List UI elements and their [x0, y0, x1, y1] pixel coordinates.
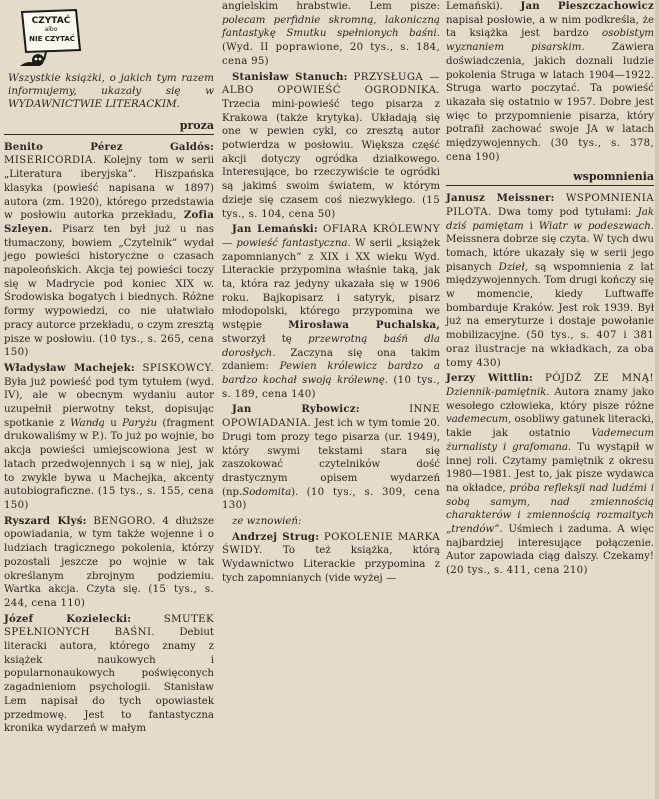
entry-lemanski: Jan Lemański: OFIARA KRÓLEWNY — powieść fantastyczna. W serii „książek zapomnianych” z XIX i XX wieku Wyd. Literackie przypomina właśnie taką, jak ta, która raz jedyny ukazała się w 1906 roku. Bajkopisarz i satyryk, pisarz młodopolski, którego przypomina we wstępie Mirosława Puchalska, stworzył tę przewrotną baśń dla dorosłych. Zaczyna się ona takim zdaniem: Pewien królewicz bardzo a bardzo kochał swoją królewnę. (10 tys., s. 189, cena 140) — [222, 223, 441, 400]
entry-strug: Andrzej Strug: POKOLENIE MARKA ŚWIDY. To też książka, którą Wydawnictwo Literackie przypomina z tych zapomnianych (vide wyżej — — [222, 530, 440, 584]
column-3 — [446, 0, 654, 580]
section-heading-wspomnienia: wspomnienia — [446, 170, 654, 186]
subheading-renewals: ze wznowień: — [232, 516, 302, 528]
logo-line-1: CZYTAĆ — [31, 16, 71, 26]
entry-kozielecki: Józef Kozielecki: SMUTEK SPEŁNIONYCH BAŚNI. Debiut literacki autora, którego znamy z książek naukowych i popularnonaukowych poświęconych zagadnieniom psychologii. Stanisław Lem napisał do tych opowiastek przedmowę. Jest to fantastyczna kronika wydarzeń w małym — [4, 612, 214, 735]
intro-note: Wszystkie książki, o jakich tym razem informujemy, ukazały się w WYDAWNICTWIE LITERACKIM. — [8, 72, 214, 110]
logo-line-2: albo — [44, 26, 58, 33]
page-edge — [655, 0, 659, 799]
entry-stanuch: Stanisław Stanuch: PRZYSŁUGA — ALBO OPOWIEŚĆ OGRODNIKA. Trzecia mini-powieść tego pisarza z Krakowa (także krytyka). Układają się one w pewien cykl, co zresztą autor potwierdza w posłowiu. Większa część akcji dotyczy ogródka działkowego. Interesujące, bo rzeczywiście te ogródki są jakimś swoim światem, w którym dzieje się czasem coś niezwykłego. (15 tys., s. 104, cena 50) — [222, 70, 440, 220]
entry-meissner: Janusz Meissner: WSPOMNIENIA PILOTA. Dwa tomy pod tytułami: Jak dziś pamiętam i Wiatr w podeszwach. Meissnera dobrze się czyta. W tych dwu tomach, które ukazały się w serii jego pisanych Dzieł, są wspomnienia z lat międzywojennych. Tom drugi kończy się w momencie, kiedy Luftwaffe bombarduje Kraków. Jest rok 1939. Był już na emeryturze i dostaje powołanie mobilizacyjne. (50 tys., s. 407 i 381 oraz ilustracje na wkładkach, za oba tomy 430) — [446, 192, 654, 369]
section-heading-proza: proza — [4, 119, 214, 135]
czytac-albo-nie-czytac-logo — [16, 6, 86, 68]
logo-line-3: NIE CZYTAĆ — [29, 35, 75, 43]
column-2 — [222, 0, 440, 588]
column-1 — [4, 0, 214, 738]
entry-klys: Ryszard Klyś: BENGORO. 4 dłuższe opowiadania, w tym także wojenne i o ludziach tragicznego pokolenia, którzy pozostali jeszcze po wojnie w tak określanym zbrojnym podziemiu. Wartka akcja. Czyta się. (15 tys., s. 244, cena 110) — [4, 514, 214, 609]
entry-kozielecki-continued: angielskim hrabstwie. Lem pisze: polecam perfidnie skromną, lakoniczną fantastykę Smutku spełnionych baśni. (Wyd. II poprawione, 20 tys., s. 184, cena 95) — [222, 1, 440, 67]
entry-galdos: Benito Pérez Galdós: MISERICORDIA. Kolejny tom w serii „Literatura iberyjska”. Hiszpańska klasyka (powieść napisana w 1897) autora (zm. 1920), którego przedstawia w posłowiu autorka przekładu, Zofia Szleyen. Pisarz ten był już u nas tłumaczony, bowiem „Czytelnik” wydał jego powieści historyczne o czasach napoleońskich. Akcja tej powieści toczy się w Madrycie pod koniec XIX w. Środowiska bogatych i biednych. Różne formy wypowiedzi, co nie ułatwiało pracy autorce przekładu, o czym zresztą pisze w posłowiu. (10 tys., s. 265, cena 150) — [4, 140, 214, 359]
entry-wittlin: Jerzy Wittlin: PÓJDŹ ZE MNĄ! Dziennik-pamiętnik. Autora znamy jako wesołego człowieka, który pisze różne vademecum, osobliwy gatunek literacki, takie jak ostatnio Vademecum żurnalisty i grafomana. Tu wystąpił w innej roli. Czytamy pamiętnik z okresu 1980—1981. Jest to, jak pisze wydawca na okładce, próba refleksji nad ludźmi i sobą samym, nad zmiennością charakterów i zmiennością rozmaitych „trendów”. Uśmiech i zaduma. A więc najbardziej interesujące połączenie. Autor zapowiada ciąg dalszy. Czekamy! (20 tys., s. 411, cena 210) — [446, 372, 655, 577]
entry-machejek: Władysław Machejek: SPISKOWCY. Była już powieść pod tym tytułem (wyd. IV), ale w obecnym wydaniu autor uzupełnił pierwotny tekst, dopisując spotkanie z Wandą u Paryżu (fragment drukowaliśmy w P.). To już po wojnie, bo akcja powieści umiejscowiona jest w latach przedwojennych i są w niej, jak to zwykle bywa u Machejka, akcenty autobiograficzne. (15 tys., s. 155, cena 150) — [4, 361, 214, 511]
entry-strug-continued: Lemański). Jan Pieszczachowicz napisał posłowie, a w nim podkreśla, że ta książka jest bardzo osobistym wyznaniem pisarskim. Zawiera doświadczenia, jakich doznali ludzie pokolenia Struga w latach 1904—1922. Struga warto poczytać. Ta powieść ukazała się ostatnio w 1957. Dobre jest więc to przypomnienie pisarza, który potrafił zachować swoje JA w latach międzywojennych. (30 tys., s. 378, cena 190) — [446, 0, 654, 163]
entry-rybowicz: Jan Rybowicz: INNE OPOWIADANIA. Jest ich w tym tomie 20. Drugi tom prozy tego pisarza (ur. 1949), który swymi tekstami stara się zaszokować czytelników dość drastycznym opisem wydarzeń (np.Sodomita). (10 tys., s. 309, cena 130) — [222, 403, 440, 512]
